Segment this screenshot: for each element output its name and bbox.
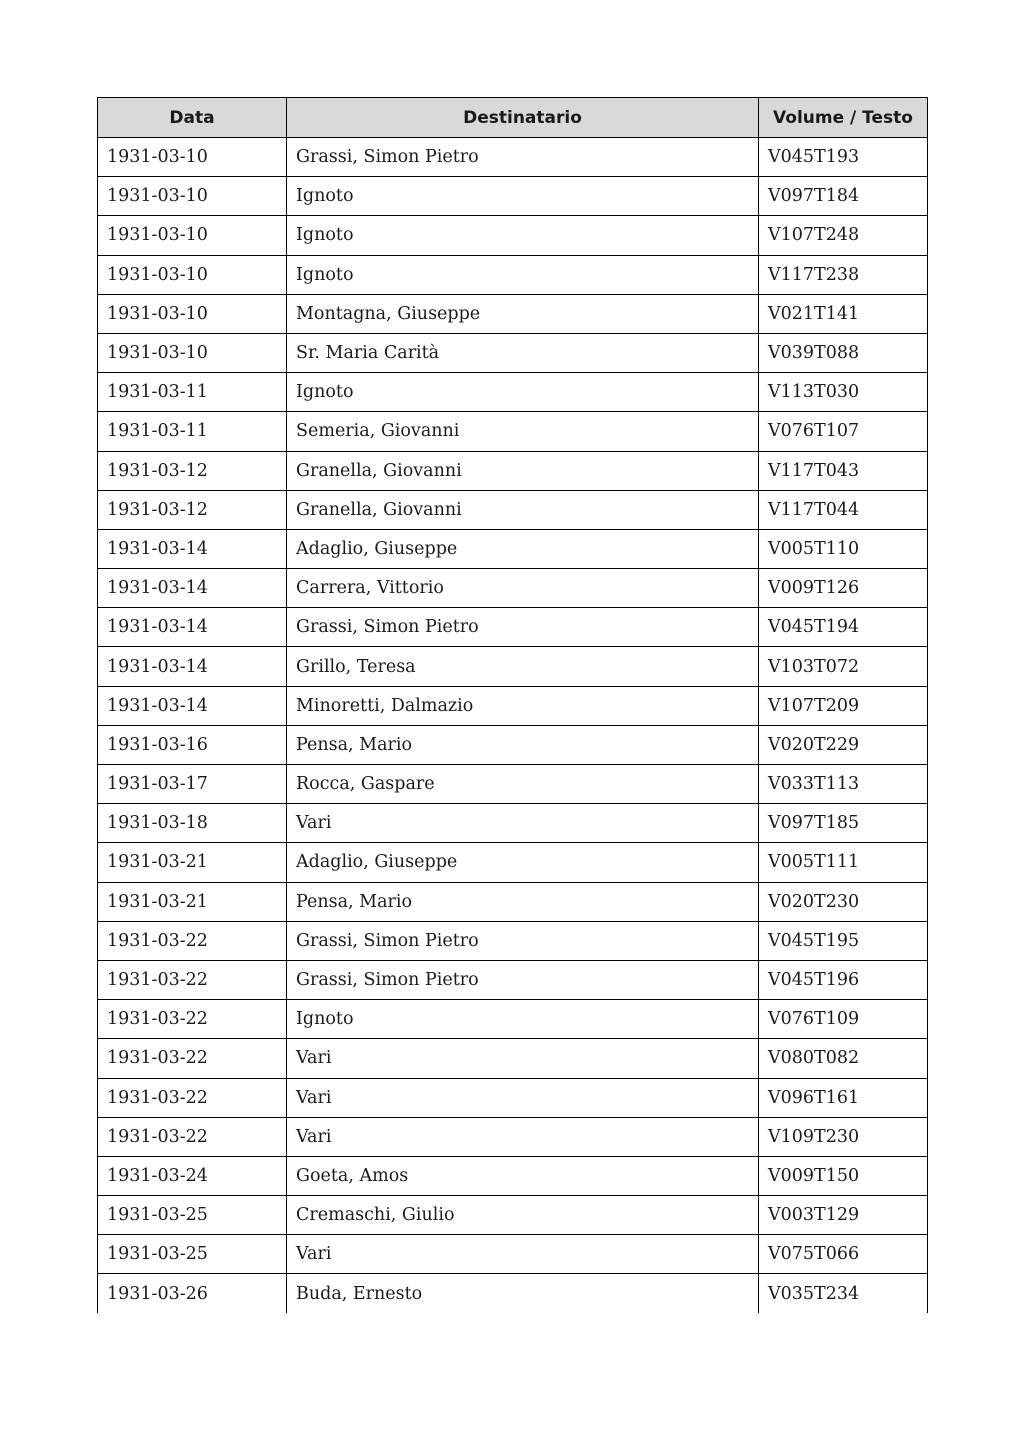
cell-recipient: Ignoto [287, 373, 759, 412]
letters-table [97, 97, 928, 1313]
table-row [98, 804, 928, 843]
cell-volume: V080T082 [759, 1039, 928, 1078]
cell-date: 1931-03-22 [98, 960, 287, 999]
cell-date: 1931-03-16 [98, 725, 287, 764]
table-row [98, 1235, 928, 1274]
table-header-row [98, 98, 928, 138]
cell-date: 1931-03-12 [98, 451, 287, 490]
cell-date: 1931-03-24 [98, 1156, 287, 1195]
table-row [98, 960, 928, 999]
table-row [98, 138, 928, 177]
cell-date: 1931-03-11 [98, 412, 287, 451]
cell-date: 1931-03-10 [98, 294, 287, 333]
cell-volume: V097T185 [759, 804, 928, 843]
cell-volume: V107T248 [759, 216, 928, 255]
cell-volume: V021T141 [759, 294, 928, 333]
cell-volume: V009T126 [759, 569, 928, 608]
cell-recipient: Montagna, Giuseppe [287, 294, 759, 333]
table-row [98, 921, 928, 960]
table-row [98, 765, 928, 804]
cell-recipient: Vari [287, 1039, 759, 1078]
header-volume: Volume / Testo [759, 98, 928, 138]
cell-recipient: Ignoto [287, 255, 759, 294]
cell-date: 1931-03-25 [98, 1196, 287, 1235]
table-row [98, 373, 928, 412]
table-row [98, 255, 928, 294]
cell-recipient: Granella, Giovanni [287, 490, 759, 529]
table-row [98, 1156, 928, 1195]
cell-volume: V117T043 [759, 451, 928, 490]
cell-recipient: Vari [287, 1117, 759, 1156]
cell-volume: V020T229 [759, 725, 928, 764]
cell-date: 1931-03-26 [98, 1274, 287, 1313]
table-row [98, 490, 928, 529]
cell-volume: V117T238 [759, 255, 928, 294]
cell-recipient: Cremaschi, Giulio [287, 1196, 759, 1235]
cell-volume: V113T030 [759, 373, 928, 412]
table-row [98, 333, 928, 372]
cell-recipient: Carrera, Vittorio [287, 569, 759, 608]
header-recipient: Destinatario [287, 98, 759, 138]
cell-date: 1931-03-12 [98, 490, 287, 529]
cell-volume: V097T184 [759, 177, 928, 216]
cell-recipient: Grillo, Teresa [287, 647, 759, 686]
cell-date: 1931-03-14 [98, 529, 287, 568]
cell-date: 1931-03-14 [98, 608, 287, 647]
cell-date: 1931-03-21 [98, 843, 287, 882]
cell-recipient: Ignoto [287, 216, 759, 255]
cell-volume: V109T230 [759, 1117, 928, 1156]
cell-recipient: Adaglio, Giuseppe [287, 529, 759, 568]
table-row [98, 686, 928, 725]
cell-volume: V033T113 [759, 765, 928, 804]
cell-volume: V009T150 [759, 1156, 928, 1195]
cell-volume: V005T111 [759, 843, 928, 882]
table-row [98, 529, 928, 568]
table-row [98, 608, 928, 647]
table-row [98, 647, 928, 686]
cell-date: 1931-03-22 [98, 1078, 287, 1117]
table-row [98, 1000, 928, 1039]
table-row [98, 1274, 928, 1313]
cell-volume: V039T088 [759, 333, 928, 372]
cell-volume: V096T161 [759, 1078, 928, 1117]
cell-date: 1931-03-25 [98, 1235, 287, 1274]
cell-recipient: Ignoto [287, 177, 759, 216]
cell-date: 1931-03-10 [98, 216, 287, 255]
cell-volume: V005T110 [759, 529, 928, 568]
cell-volume: V117T044 [759, 490, 928, 529]
cell-volume: V045T196 [759, 960, 928, 999]
cell-volume: V045T193 [759, 138, 928, 177]
cell-date: 1931-03-17 [98, 765, 287, 804]
cell-date: 1931-03-14 [98, 647, 287, 686]
cell-date: 1931-03-22 [98, 1117, 287, 1156]
cell-recipient: Granella, Giovanni [287, 451, 759, 490]
cell-date: 1931-03-10 [98, 177, 287, 216]
cell-date: 1931-03-10 [98, 138, 287, 177]
table-row [98, 177, 928, 216]
cell-recipient: Grassi, Simon Pietro [287, 921, 759, 960]
cell-recipient: Buda, Ernesto [287, 1274, 759, 1313]
cell-date: 1931-03-18 [98, 804, 287, 843]
cell-date: 1931-03-22 [98, 1039, 287, 1078]
table-row [98, 1039, 928, 1078]
cell-volume: V035T234 [759, 1274, 928, 1313]
header-date: Data [98, 98, 287, 138]
table-row [98, 216, 928, 255]
cell-volume: V045T194 [759, 608, 928, 647]
table-row [98, 569, 928, 608]
cell-recipient: Rocca, Gaspare [287, 765, 759, 804]
cell-recipient: Adaglio, Giuseppe [287, 843, 759, 882]
table-row [98, 882, 928, 921]
table-row [98, 1078, 928, 1117]
cell-recipient: Sr. Maria Carità [287, 333, 759, 372]
cell-date: 1931-03-11 [98, 373, 287, 412]
cell-volume: V076T107 [759, 412, 928, 451]
cell-recipient: Ignoto [287, 1000, 759, 1039]
cell-recipient: Vari [287, 1235, 759, 1274]
table-row [98, 451, 928, 490]
cell-date: 1931-03-10 [98, 333, 287, 372]
cell-date: 1931-03-21 [98, 882, 287, 921]
cell-recipient: Grassi, Simon Pietro [287, 138, 759, 177]
cell-volume: V075T066 [759, 1235, 928, 1274]
table-row [98, 1117, 928, 1156]
cell-volume: V003T129 [759, 1196, 928, 1235]
cell-recipient: Pensa, Mario [287, 725, 759, 764]
cell-date: 1931-03-22 [98, 1000, 287, 1039]
cell-volume: V103T072 [759, 647, 928, 686]
table-row [98, 294, 928, 333]
cell-volume: V076T109 [759, 1000, 928, 1039]
cell-date: 1931-03-22 [98, 921, 287, 960]
table-body [98, 138, 928, 1313]
table-row [98, 1196, 928, 1235]
cell-recipient: Semeria, Giovanni [287, 412, 759, 451]
cell-recipient: Minoretti, Dalmazio [287, 686, 759, 725]
cell-recipient: Vari [287, 1078, 759, 1117]
cell-date: 1931-03-10 [98, 255, 287, 294]
table-row [98, 725, 928, 764]
cell-date: 1931-03-14 [98, 686, 287, 725]
cell-recipient: Grassi, Simon Pietro [287, 608, 759, 647]
cell-recipient: Pensa, Mario [287, 882, 759, 921]
cell-volume: V045T195 [759, 921, 928, 960]
table-row [98, 412, 928, 451]
cell-recipient: Vari [287, 804, 759, 843]
cell-volume: V107T209 [759, 686, 928, 725]
table-row [98, 843, 928, 882]
cell-recipient: Grassi, Simon Pietro [287, 960, 759, 999]
cell-date: 1931-03-14 [98, 569, 287, 608]
cell-volume: V020T230 [759, 882, 928, 921]
cell-recipient: Goeta, Amos [287, 1156, 759, 1195]
